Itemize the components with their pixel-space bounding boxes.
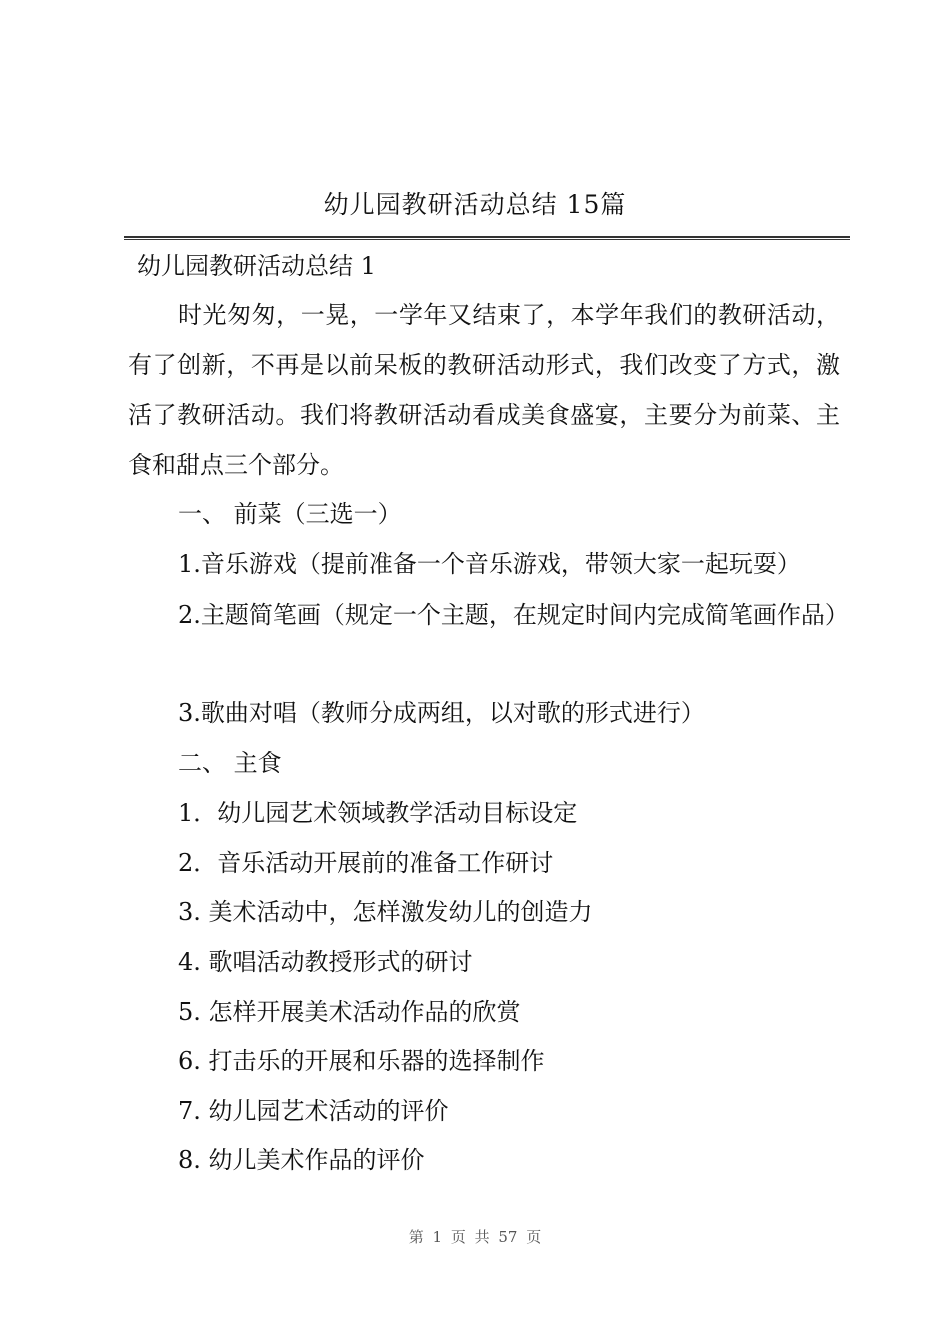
list-item: 6. 打击乐的开展和乐器的选择制作 [178,1047,545,1075]
title-divider [124,236,850,240]
list-item: 1.音乐游戏（提前准备一个音乐游戏，带领大家一起玩耍） [178,550,801,578]
list-item: 5. 怎样开展美术活动作品的欣赏 [178,998,521,1026]
list-item: 8. 幼儿美术作品的评价 [178,1146,425,1174]
document-title: 幼儿园教研活动总结 15篇 [323,190,627,219]
part1-heading: 一、 前菜（三选一） [178,500,402,528]
page-number: 第 1 页 共 57 页 [408,1228,542,1246]
list-item: 3. 美术活动中，怎样激发幼儿的创造力 [178,898,593,926]
list-item: 4. 歌唱活动教授形式的研讨 [178,948,473,976]
section-title: 幼儿园教研活动总结 1 [137,252,376,280]
list-item: 2.主题简笔画（规定一个主题，在规定时间内完成简笔画作品） [178,601,849,629]
list-item: 1．幼儿园艺术领域教学活动目标设定 [178,799,578,827]
list-item: 7. 幼儿园艺术活动的评价 [178,1097,449,1125]
intro-paragraph: 时光匆匆，一晃，一学年又结束了，本学年我们的教研活动，有了创新，不再是以前呆板的教研活动形式，我们改变了方式，激活了教研活动。我们将教研活动看成美食盛宴，主要分为前菜、主食和甜点三个部分。 [128,301,840,479]
part2-heading: 二、 主食 [178,749,282,777]
list-item: 3.歌曲对唱（教师分成两组，以对歌的形式进行） [178,699,705,727]
list-item: 2．音乐活动开展前的准备工作研讨 [178,849,554,877]
